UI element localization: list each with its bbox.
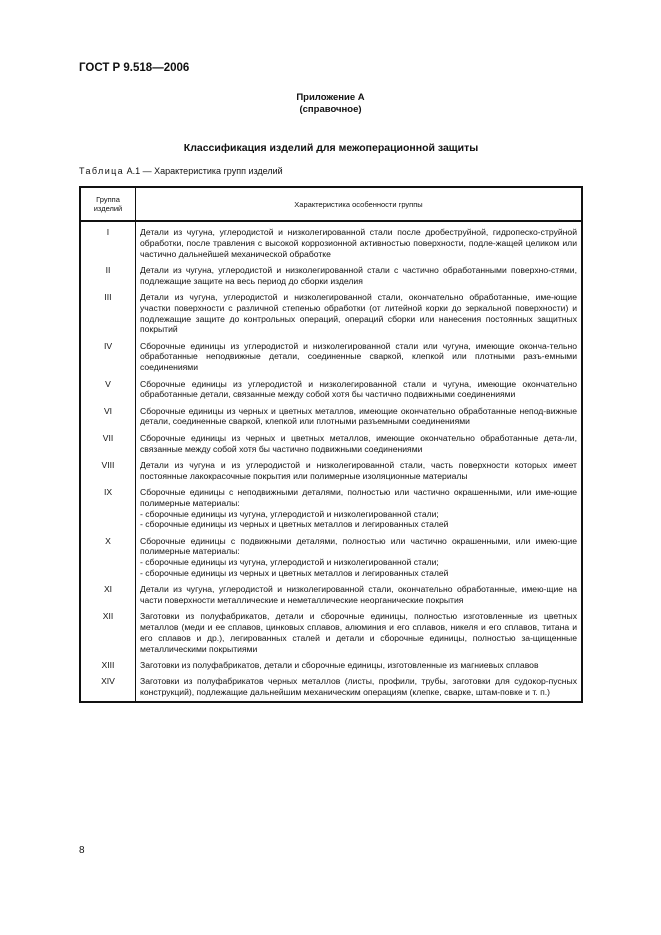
table-row (80, 609, 582, 658)
group-number: IV (80, 339, 136, 377)
group-description (136, 582, 583, 609)
group-description (136, 404, 583, 431)
column-header-description: Характеристика особенности группы (136, 187, 583, 221)
annex-subtitle: (справочное) (299, 104, 362, 115)
table-row (80, 377, 582, 404)
group-number: VII (80, 431, 136, 458)
description-line: Сборочные единицы с подвижными деталями, полностью или частично окрашенными, или имею-щие полимерные материалы: (140, 535, 577, 557)
column-header-group-line2: изделий (93, 204, 123, 213)
table-caption-prefix: Таблица (79, 166, 125, 176)
group-number: XIV (80, 674, 136, 702)
description-line: Детали из чугуна, углеродистой и низколегированной стали, окончательно обработанные, име-ющие участки поверхности с различной степенью обработки (от литейной корки до зеркальной поверхности) и подлежащие защите до контрольных операций, операций сборки или нанесения постоянных защитных покрытий (140, 291, 577, 335)
description-line: Заготовки из полуфабрикатов черных металлов (листы, профили, трубы, заготовки для судокор-пусных конструкций), подлежащие дальнейшим механическим операциям (клепке, сварке, штам-повке и т. п.) (140, 676, 577, 698)
group-number: I (80, 221, 136, 263)
group-description (136, 377, 583, 404)
group-characteristics-table (79, 186, 583, 703)
description-line: Сборочные единицы из черных и цветных металлов, имеющие окончательно обработанные дета-ли, связанные между собой хотя бы частично подвижными соединениями (140, 432, 577, 454)
group-description (136, 658, 583, 674)
table-row (80, 534, 582, 583)
group-description (136, 263, 583, 290)
column-header-group (80, 187, 136, 221)
table-body (80, 221, 582, 702)
group-number: III (80, 290, 136, 339)
group-number: V (80, 377, 136, 404)
group-description (136, 221, 583, 263)
table-row (80, 674, 582, 702)
table-row (80, 431, 582, 458)
description-line: Заготовки из полуфабрикатов, детали и сборочные единицы, изготовленные из магниевых сплавов (140, 660, 539, 671)
group-description (136, 485, 583, 534)
table-row (80, 458, 582, 485)
group-number: XIII (80, 658, 136, 674)
group-description (136, 431, 583, 458)
table-row (80, 404, 582, 431)
description-line: Сборочные единицы из углеродистой и низколегированной стали и чугуна, имеющие окончательно обработанные детали, связанные между собой хотя бы частично подвижными соединениями (140, 378, 577, 400)
group-description (136, 609, 583, 658)
description-line: - сборочные единицы из чугуна, углеродистой и низколегированной стали; (140, 557, 439, 568)
group-number: XI (80, 582, 136, 609)
column-header-group-line1: Группа (96, 195, 120, 204)
table-row (80, 485, 582, 534)
group-number: VIII (80, 458, 136, 485)
group-description (136, 674, 583, 702)
group-description (136, 290, 583, 339)
section-heading: Классификация изделий для межоперационной защиты (183, 142, 479, 154)
table-row (80, 290, 582, 339)
table-row (80, 263, 582, 290)
document-code: ГОСТ Р 9.518—2006 (79, 62, 190, 74)
table-caption (79, 166, 283, 176)
page-number: 8 (79, 845, 85, 856)
annex-title: Приложение А (296, 92, 365, 103)
description-line: - сборочные единицы из черных и цветных металлов и легированных сталей (140, 568, 449, 579)
table-row (80, 221, 582, 263)
description-line: - сборочные единицы из черных и цветных металлов и легированных сталей (140, 519, 449, 530)
table-row (80, 582, 582, 609)
description-line: Сборочные единицы из углеродистой и низколегированной стали или чугуна, имеющие оконча-тельно обработанные неподвижные детали, соединенные сваркой, клепкой или плотными разъ-емными соединениями (140, 340, 577, 373)
table-row (80, 339, 582, 377)
group-number: XII (80, 609, 136, 658)
table-row (80, 658, 582, 674)
group-description (136, 458, 583, 485)
group-description (136, 534, 583, 583)
table-header-row (80, 187, 582, 221)
description-line: Детали из чугуна, углеродистой и низколегированной стали, окончательно обработанные, имею-щие на части поверхности металлические и неметаллические неорганические покрытия (140, 584, 577, 606)
group-number: II (80, 263, 136, 290)
group-number: VI (80, 404, 136, 431)
description-line: Детали из чугуна, углеродистой и низколегированной стали с частично обработанными поверхно-стями, подлежащие защите на весь период до сборки изделия (140, 264, 577, 286)
group-number: X (80, 534, 136, 583)
description-line: Детали из чугуна, углеродистой и низколегированной стали после дробеструйной, гидропеско-струйной обработки, после травления с высокой коррозионной активностью поверхности, подле-жащей целиком или частично дальнейшей механической обработке (140, 227, 577, 259)
description-line: - сборочные единицы из чугуна, углеродистой и низколегированной стали; (140, 508, 439, 519)
group-number: IX (80, 485, 136, 534)
group-description (136, 339, 583, 377)
description-line: Заготовки из полуфабрикатов, детали и сборочные единицы, полностью изготовленные из цветных металлов (меди и ее сплавов, цинковых сплавов, алюминия и его сплавов, никеля и его сплавов, титана и его сплавов и др.), легированных сталей и детали и сборочные единицы, полностью за-щищенные металлическими покрытиями (140, 611, 577, 654)
description-line: Детали из чугуна и из углеродистой и низколегированной стали, часть поверхности которых имеет постоянные лакокрасочные покрытия или полимерные изоляционные материалы (140, 459, 577, 481)
table-caption-text: А.1 — Характеристика групп изделий (124, 166, 283, 176)
description-line: Сборочные единицы из черных и цветных металлов, имеющие окончательно обработанные непод-вижные детали, соединенные сваркой, клепкой или плотными разъемными соединениями (140, 405, 577, 427)
description-line: Сборочные единицы с неподвижными деталями, полностью или частично окрашенными, или име-ющие полимерные материалы: (140, 486, 577, 508)
